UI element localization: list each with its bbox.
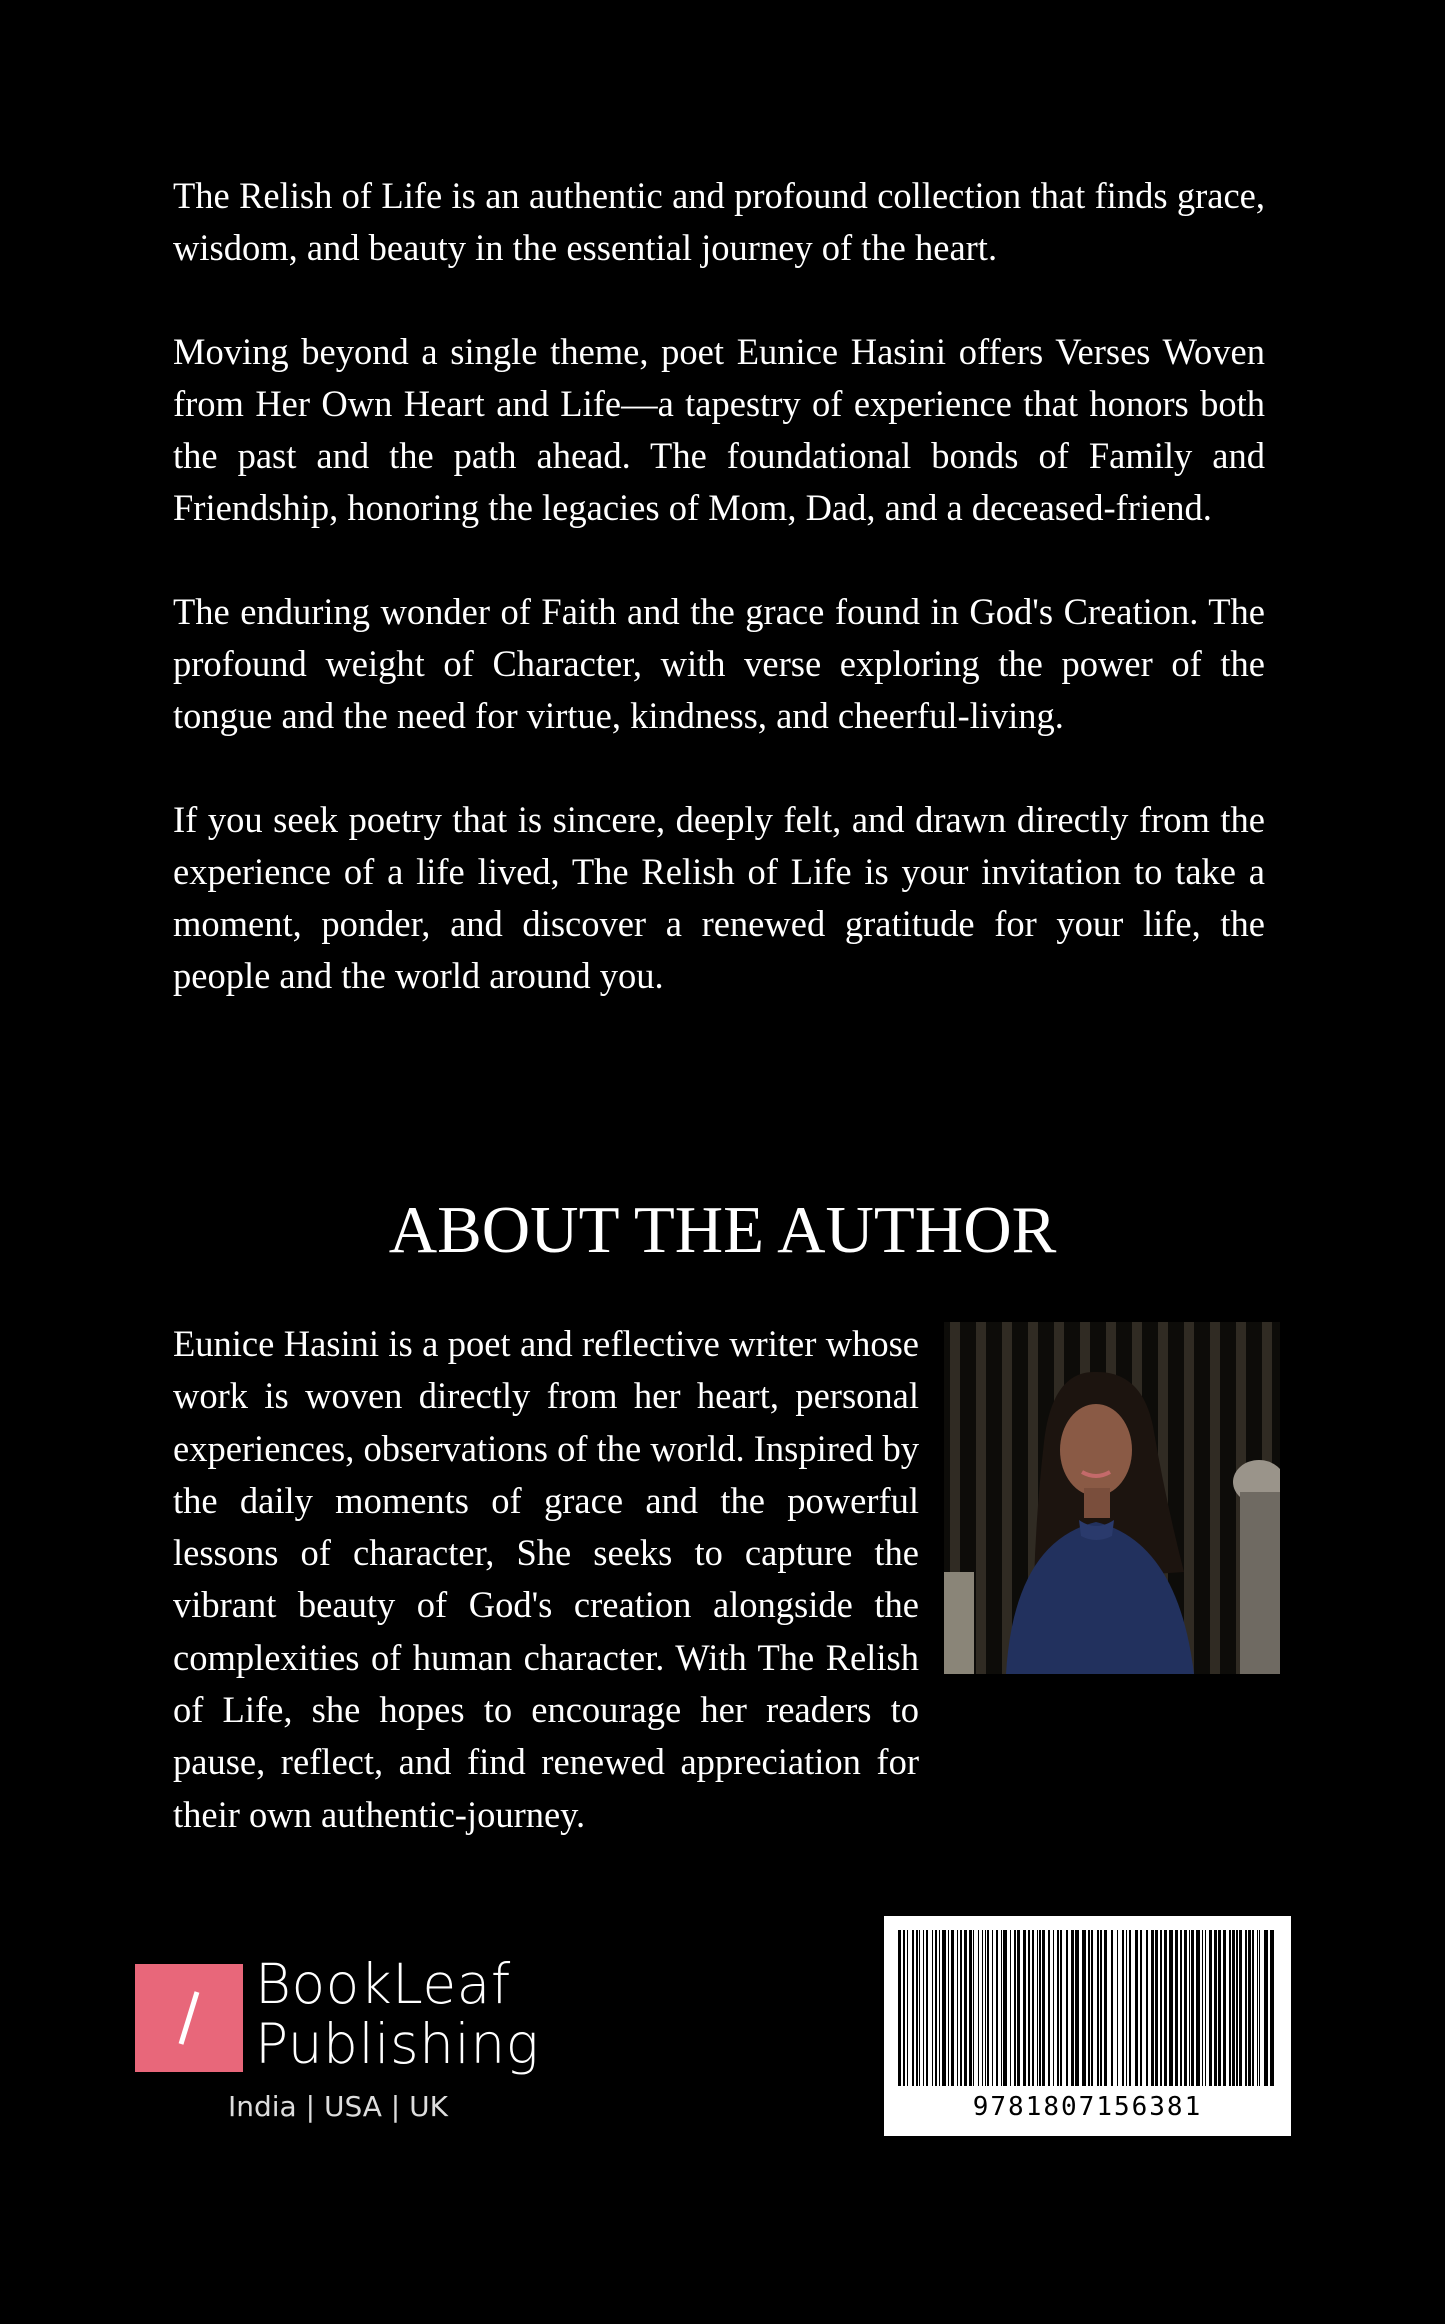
barcode-bar bbox=[1223, 1930, 1226, 2086]
barcode-bar bbox=[1151, 1930, 1154, 2086]
barcode-bar bbox=[973, 1930, 974, 2086]
barcode-bar bbox=[1122, 1930, 1124, 2086]
barcode-bar bbox=[996, 1930, 998, 2086]
barcode-bar bbox=[1164, 1930, 1167, 2086]
barcode-bar bbox=[1129, 1930, 1131, 2086]
barcode-bar bbox=[912, 1930, 914, 2086]
barcode-bar bbox=[960, 1930, 962, 2086]
barcode-bar bbox=[919, 1930, 920, 2086]
barcode-bar bbox=[916, 1930, 918, 2086]
publisher-countries: India | USA | UK bbox=[228, 2090, 448, 2123]
barcode-bar bbox=[1117, 1930, 1118, 2086]
barcode-bar bbox=[907, 1930, 908, 2086]
barcode-bar bbox=[1232, 1930, 1235, 2086]
barcode-bar bbox=[987, 1930, 989, 2086]
barcode-bar bbox=[1037, 1930, 1038, 2086]
isbn-barcode bbox=[884, 1916, 1291, 2136]
blurb-paragraph-1: The Relish of Life is an authentic and profound collection that finds grace, wisdom, and beauty in the essential journey of the heart. bbox=[173, 175, 1265, 268]
barcode-bar bbox=[1140, 1930, 1142, 2086]
barcode-bar bbox=[1053, 1930, 1054, 2086]
barcode-bar bbox=[1017, 1930, 1020, 2086]
barcode-bar bbox=[1001, 1930, 1002, 2086]
barcode-bar bbox=[1229, 1930, 1231, 2086]
author-bio-text: Eunice Hasini is a poet and reflective writer whose work is woven directly from her heart, personal experiences, observations of the world. Inspired by the daily moments of grace and the powerful lessons of character, She seeks to capture the vibrant beauty of God's creation alongside the complexities of human character. With The Relish of Life, she hopes to encourage her readers to pause, reflect, and find renewed appreciation for their own authentic-journey. bbox=[173, 1323, 920, 1835]
barcode-bar bbox=[1218, 1930, 1221, 2086]
barcode-bar bbox=[1189, 1930, 1190, 2086]
barcode-bar bbox=[1028, 1930, 1030, 2086]
slash-icon bbox=[135, 1964, 243, 2072]
barcode-bar bbox=[1259, 1930, 1260, 2086]
book-blurb bbox=[173, 170, 1265, 1054]
blurb-paragraph-4: If you seek poetry that is sincere, deeply felt, and drawn directly from the experience of a life lived, The Relish of Life is your invitation to take a moment, ponder, and discover a renewed gratitude for your life, the people and the world around you. bbox=[173, 799, 1265, 996]
barcode-bar bbox=[1146, 1930, 1148, 2086]
barcode-bar bbox=[1003, 1930, 1007, 2086]
barcode-bar bbox=[982, 1930, 983, 2086]
barcode-bar bbox=[939, 1930, 940, 2086]
barcode-bar bbox=[1245, 1930, 1247, 2086]
barcode-bar bbox=[1191, 1930, 1194, 2086]
barcode-bar bbox=[1155, 1930, 1158, 2086]
barcode-bar bbox=[1257, 1930, 1258, 2086]
barcode-bar bbox=[1023, 1930, 1026, 2086]
author-portrait-illustration bbox=[944, 1322, 1280, 1674]
barcode-bar bbox=[1252, 1930, 1254, 2086]
barcode-bar bbox=[1071, 1930, 1074, 2086]
barcode-bar bbox=[1042, 1930, 1045, 2086]
barcode-bar bbox=[1205, 1930, 1206, 2086]
barcode-bar bbox=[1032, 1930, 1034, 2086]
barcode-bar bbox=[1048, 1930, 1050, 2086]
barcode-bar bbox=[1180, 1930, 1182, 2086]
barcode-bar bbox=[969, 1930, 972, 2086]
isbn-number: 9781807156381 bbox=[972, 2092, 1203, 2122]
barcode-bar bbox=[1160, 1930, 1162, 2086]
barcode-bar bbox=[935, 1930, 937, 2086]
barcode-bar bbox=[1088, 1930, 1090, 2086]
barcode-bar bbox=[1270, 1930, 1274, 2086]
barcode-bar bbox=[957, 1930, 958, 2086]
barcode-bar bbox=[1175, 1930, 1178, 2086]
barcode-bar bbox=[898, 1930, 901, 2086]
author-bio bbox=[173, 1318, 919, 1841]
barcode-bar bbox=[1214, 1930, 1217, 2086]
barcode-bar bbox=[1057, 1930, 1059, 2086]
barcode-bar bbox=[1100, 1930, 1102, 2086]
barcode-bar bbox=[1066, 1930, 1068, 2086]
barcode-bar bbox=[1239, 1930, 1242, 2086]
barcode-bar bbox=[1010, 1930, 1011, 2086]
publisher-logo-mark bbox=[135, 1964, 243, 2072]
barcode-bar bbox=[942, 1930, 946, 2086]
barcode-bar bbox=[1196, 1930, 1200, 2086]
about-author-heading: ABOUT THE AUTHOR bbox=[388, 1193, 1057, 1267]
barcode-bar bbox=[1060, 1930, 1062, 2086]
barcode-bar bbox=[1111, 1930, 1113, 2086]
barcode-bar bbox=[1014, 1930, 1016, 2086]
blurb-paragraph-3: The enduring wonder of Faith and the grace found in God's Creation. The profound weight of Character, with verse exploring the power of the tongue and the need for virtue, kindness, and cheerful-living. bbox=[173, 591, 1265, 736]
author-photo bbox=[944, 1322, 1280, 1674]
barcode-bar bbox=[1264, 1930, 1268, 2086]
barcode-bar bbox=[992, 1930, 993, 2086]
barcode-bar bbox=[1135, 1930, 1138, 2086]
blurb-paragraph-2: Moving beyond a single theme, poet Eunice Hasini offers Verses Woven from Her Own Heart and Life—a tapestry of experience that honors both the past and the path ahead. The foundational bonds of Family and Friendship, honoring the legacies of Mom, Dad, and a deceased-friend. bbox=[173, 331, 1265, 528]
publisher-name bbox=[255, 1954, 539, 2074]
barcode-bar bbox=[1104, 1930, 1107, 2086]
barcode-bar bbox=[1202, 1930, 1203, 2086]
barcode-bar bbox=[978, 1930, 979, 2086]
barcode-bar bbox=[1126, 1930, 1127, 2086]
barcode-bar bbox=[1082, 1930, 1086, 2086]
barcode-bar bbox=[1209, 1930, 1212, 2086]
barcode-bar bbox=[951, 1930, 954, 2086]
barcode-bar bbox=[1248, 1930, 1251, 2086]
barcode-bar bbox=[932, 1930, 933, 2086]
barcode-bar bbox=[964, 1930, 967, 2086]
barcode-bar bbox=[903, 1930, 905, 2086]
publisher-name-line1: BookLeaf bbox=[255, 1952, 511, 2016]
barcode-bar bbox=[1039, 1930, 1041, 2086]
barcode-bar bbox=[985, 1930, 986, 2086]
barcode-bar bbox=[948, 1930, 949, 2086]
barcode-bar bbox=[923, 1930, 924, 2086]
barcode-bar bbox=[1169, 1930, 1173, 2086]
barcode-bar bbox=[1091, 1930, 1093, 2086]
publisher-name-line2: Publishing bbox=[255, 2012, 540, 2076]
barcode-bar bbox=[1075, 1930, 1079, 2086]
barcode-bar bbox=[926, 1930, 928, 2086]
barcode-bar bbox=[1097, 1930, 1099, 2086]
barcode-bar bbox=[1184, 1930, 1187, 2086]
barcode-bar bbox=[1236, 1930, 1238, 2086]
